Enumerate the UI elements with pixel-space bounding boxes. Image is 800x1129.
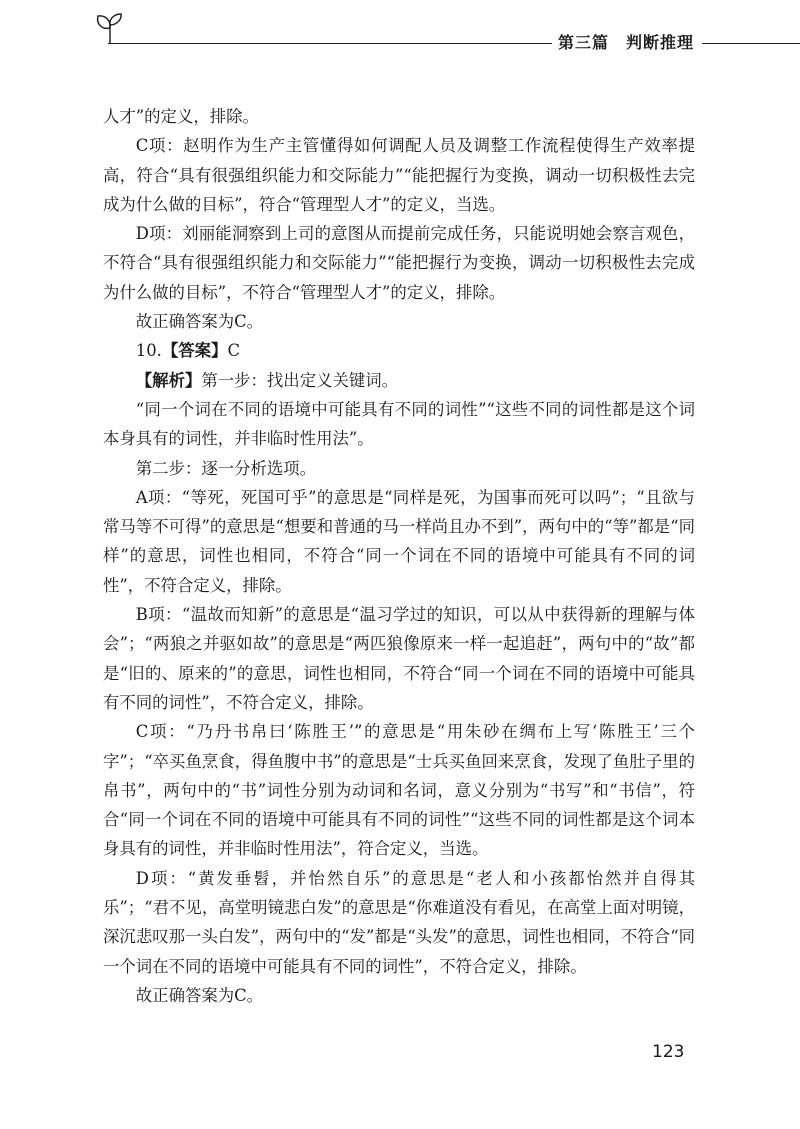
analysis-step-one: 第一步：找出定义关键词。 [201,370,399,390]
paragraph-final-answer: 故正确答案为C。 [135,985,264,1005]
question-number: 10. [135,341,162,361]
paragraph-analysis-a: A项：“等死，死国可乎”的意思是“同样是死，为国事而死可以吗”；“且欲与常马等不可得”的意思是“想要和普通的马一样尚且办不到”，两句中的“等”都是“同样”的意思，词性也相同，不符合“同一个词在不同的语境中可能具有不同的词性”，不符合定义，排除。 [103,487,695,595]
page-header [0,0,800,70]
paragraph-option-d: D项：刘丽能洞察到上司的意图从而提前完成任务，只能说明她会察言观色，不符合“具有很强组织能力和交际能力”“能把握行为变换，调动一切积极性去完成为什么做的目标”，不符合“管理型人才”的定义，排除。 [103,224,695,302]
paragraph-continuation: 人才”的定义，排除。 [103,107,259,126]
chapter-title: 第三篇 判断推理 [552,31,700,55]
paragraph-analysis-d: D项：“黄发垂髫，并怡然自乐”的意思是“老人和小孩都怡然并自得其乐”；“君不见，高堂明镜悲白发”的意思是“你难道没有看见，在高堂上面对明镜，深沉悲叹那一头白发”，两句中的“发”都是“头发”的意思，词性也相同，不符合“同一个词在不同的语境中可能具有不同的词性”，不符合定义，排除。 [103,868,695,976]
header-rule-left [108,43,552,44]
answer-label: 【答案】 [161,341,228,361]
analysis-line [103,366,695,395]
analysis-label: 【解析】 [135,370,202,390]
header-rule-right [702,43,800,44]
page-body [103,102,695,1010]
paragraph-analysis-b: B项：“温故而知新”的意思是“温习学过的知识，可以从中获得新的理解与体会”；“两狼之并驱如故”的意思是“两匹狼像原来一样一起追赶”，两句中的“故”都是“旧的、原来的”的意思，词性也相同，不符合“同一个词在不同的语境中可能具有不同的词性”，不符合定义，排除。 [103,605,695,712]
paragraph-step-two: 第二步：逐一分析选项。 [135,458,317,478]
answer-value: C [227,341,240,361]
page-number: 123 [652,1042,685,1062]
question-10-answer-line [103,336,695,365]
paragraph-conclusion: 故正确答案为C。 [135,312,264,332]
paragraph-option-c: C项：赵明作为生产主管懂得如何调配人员及调整工作流程使得生产效率提高，符合“具有很强组织能力和交际能力”“能把握行为变换，调动一切积极性去完成为什么做的目标”，符合“管理型人才”的定义，当选。 [103,136,695,214]
paragraph-keywords: “同一个词在不同的语境中可能具有不同的词性”“这些不同的词性都是这个词本身具有的词性，并非临时性用法”。 [103,399,695,449]
paragraph-analysis-c: C项：“乃丹书帛曰‘陈胜王’”的意思是“用朱砂在绸布上写‘陈胜王’三个字”；“卒买鱼烹食，得鱼腹中书”的意思是“士兵买鱼回来烹食，发现了鱼肚子里的帛书”，两句中的“书”词性分别为动词和名词，意义分别为“书写”和“书信”，符合“同一个词在不同的语境中可能具有不同的词性”“这些不同的词性都是这个词本身具有的词性，并非临时性用法”，符合定义，当选。 [103,722,695,859]
sprout-logo-icon [92,12,128,46]
